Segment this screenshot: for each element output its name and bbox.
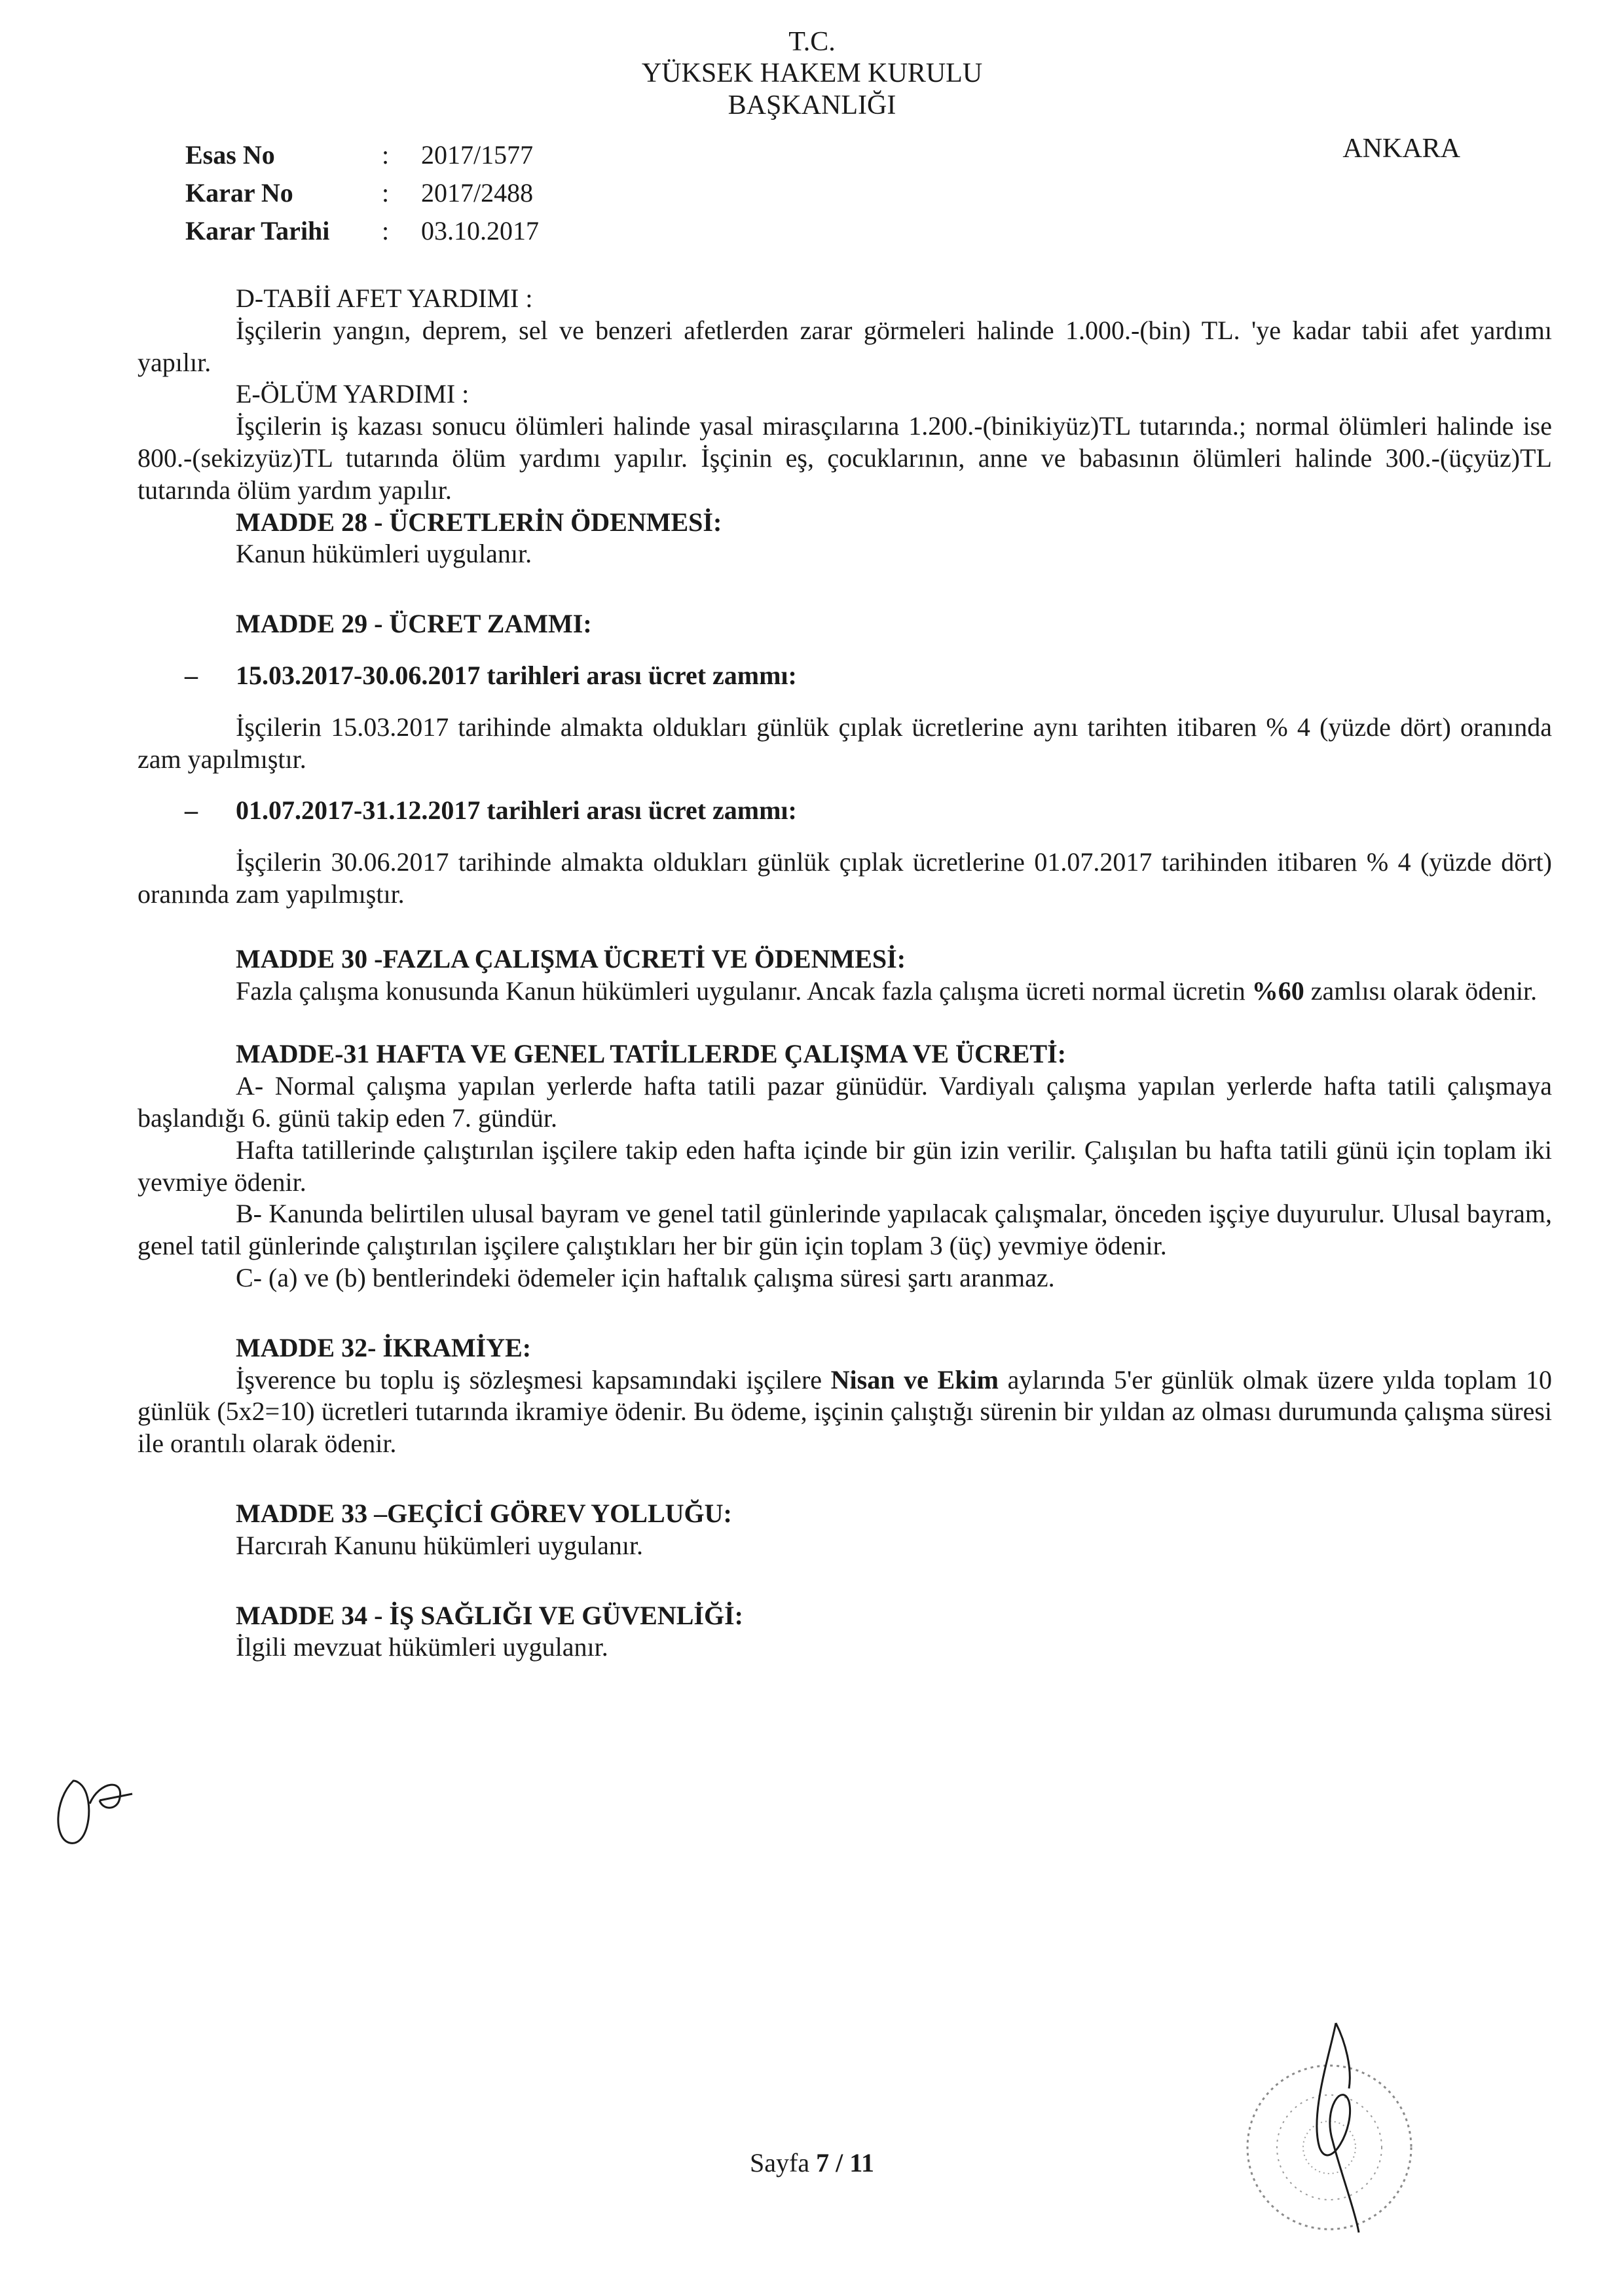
madde-31-b: B- Kanunda belirtilen ulusal bayram ve genel tatil günlerinde yapılacak çalışmalar, önceden işçiye duyurulur. Ulusal bayram, genel tatil günlerinde çalıştırılan işçilere çalıştıkları her bir gün için toplam 3 (üç) yevmiye ödenir. [138,1199,1552,1261]
meta-value: 03.10.2017 [421,216,539,246]
document-body [138,283,1552,1664]
meta-colon: : [382,216,390,246]
madde-29-sub2-title: 01.07.2017-31.12.2017 tarihleri arası ücret zammı: [236,795,797,826]
madde-30-text-b: zamlısı olarak ödenir. [1304,975,1538,1006]
madde-31-c: C- (a) ve (b) bentlerindeki ödemeler için haftalık çalışma süresi şartı aranmaz. [236,1262,1055,1292]
section-d-text: İşçilerin yangın, deprem, sel ve benzeri afetlerden zarar görmeleri halinde 1.000.-(bin) TL. 'ye kadar tabii afet yardımı yapılır. [138,315,1552,377]
section-d-title: D-TABİİ AFET YARDIMI : [236,283,533,313]
section-e-text: İşçilerin iş kazası sonucu ölümleri halinde yasal mirasçılarına 1.200.-(binikiyüz)TL tutarında.; normal ölümleri halinde ise 800.-(sekizyüz)TL tutarında ölüm yardımı yapılır. İşçinin eş, çocuklarının, anne ve babasının ölümleri halinde 300.-(üçyüz)TL tutarında ölüm yardım yapılır. [138,411,1552,505]
madde-29-sub1-title: 15.03.2017-30.06.2017 tarihleri arası ücret zammı: [236,660,797,690]
meta-row-karar [185,174,539,212]
meta-colon: : [382,178,390,208]
page-number [0,2147,1624,2179]
header-institution: YÜKSEK HAKEM KURULU [641,58,983,89]
madde-33-text: Harcırah Kanunu hükümleri uygulanır. [236,1530,644,1560]
case-meta [185,136,539,250]
meta-colon: : [382,140,390,170]
madde-32-text-b: aylarında 5'er günlük olmak üzere yılda toplam 10 günlük (5x2=10) ücretleri tutarında ikramiye ödenir. Bu ödeme, işçinin çalıştığı sürenin bir yıldan az olması durumunda çalışma süresi ile orantılı olarak ödenir. [138,1364,1552,1459]
meta-value: 2017/1577 [421,140,534,170]
meta-label: Esas No [185,140,275,170]
madde-29-title: MADDE 29 - ÜCRET ZAMMI: [236,609,592,639]
madde-30-title: MADDE 30 -FAZLA ÇALIŞMA ÜCRETİ VE ÖDENMESİ: [236,943,906,974]
madde-30-text [138,975,1552,1008]
madde-29-sub2-heading [138,795,1552,827]
madde-34-text: İlgili mevzuat hükümleri uygulanır. [236,1632,608,1662]
madde-31-a2: Hafta tatillerinde çalıştırılan işçilere takip eden hafta içinde bir gün izin verilir. Çalışılan bu hafta tatili günü için toplam iki yevmiye ödenir. [138,1135,1552,1197]
madde-32-months: Nisan ve Ekim [830,1364,999,1394]
madde-30-rate: %60 [1251,975,1304,1006]
madde-32-text [138,1364,1552,1460]
section-e-title: E-ÖLÜM YARDIMI : [236,379,470,409]
meta-label: Karar No [185,178,293,208]
document-header [0,26,1624,121]
dash-bullet: – [185,795,198,826]
dash-bullet: – [185,660,198,690]
madde-29-sub1-heading [138,660,1552,692]
header-country: T.C. [788,27,836,57]
page-total: 11 [849,2148,874,2178]
madde-33-title: MADDE 33 –GEÇİCİ GÖREV YOLLUĞU: [236,1498,732,1528]
page-separator: / [829,2148,850,2178]
header-city: ANKARA [1342,134,1460,164]
meta-value: 2017/2488 [421,178,534,208]
madde-32-title: MADDE 32- İKRAMİYE: [236,1332,532,1362]
madde-29-sub1-text: İşçilerin 15.03.2017 tarihinde almakta oldukları günlük çıplak ücretlerine aynı tarihten itibaren % 4 (yüzde dört) oranında zam yapılmıştır. [138,712,1552,774]
meta-row-tarih [185,212,539,250]
header-office: BAŞKANLIĞI [728,90,896,120]
page-prefix: Sayfa [750,2148,817,2178]
madde-28-text: Kanun hükümleri uygulanır. [236,539,532,569]
madde-31-title: MADDE-31 HAFTA VE GENEL TATİLLERDE ÇALIŞMA VE ÜCRETİ: [236,1039,1067,1069]
initials-signature [47,1755,139,1861]
meta-row-esas [185,136,539,174]
page-current: 7 [816,2148,830,2178]
madde-29-sub2-text: İşçilerin 30.06.2017 tarihinde almakta oldukları günlük çıplak ücretlerine 01.07.2017 tarihinden itibaren % 4 (yüzde dört) oranında zam yapılmıştır. [138,847,1552,909]
official-stamp [1198,2016,1473,2247]
madde-30-text-a: Fazla çalışma konusunda Kanun hükümleri uygulanır. Ancak fazla çalışma ücreti normal ücretin [236,975,1252,1006]
madde-28-title: MADDE 28 - ÜCRETLERİN ÖDENMESİ: [236,507,722,537]
madde-32-text-a: İşverence bu toplu iş sözleşmesi kapsamındaki işçilere [236,1364,831,1394]
madde-34-title: MADDE 34 - İŞ SAĞLIĞI VE GÜVENLİĞİ: [236,1600,743,1630]
meta-label: Karar Tarihi [185,216,330,246]
madde-31-a: A- Normal çalışma yapılan yerlerde hafta tatili pazar günüdür. Vardiyalı çalışma yapılan yerlerde hafta tatili çalışmaya başlandığı 6. günü takip eden 7. gündür. [138,1071,1552,1133]
